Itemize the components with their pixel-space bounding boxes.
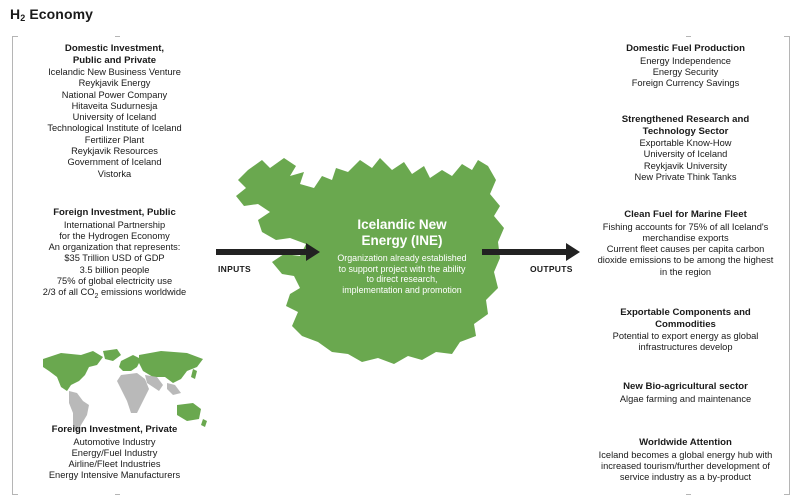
list-item: Reykjavik University (643, 160, 728, 171)
list-item: Foreign Currency Savings (631, 78, 740, 89)
list-item: 75% of global electricity use (56, 275, 173, 286)
list-item: in the region (659, 266, 712, 277)
group-heading: New Bio-agricultural sector (623, 381, 748, 392)
page-title: $H_2$ Economy (10, 6, 94, 23)
list-item: Energy Independence (640, 55, 731, 66)
japan-shape (191, 369, 197, 379)
list-item: Fertilizer Plant (84, 134, 145, 145)
list-item: Fishing accounts for 75% of all Iceland's (602, 221, 769, 232)
list-item: merchandise exports (642, 232, 729, 243)
list-item: Vistorka (97, 168, 132, 179)
list-item: $35 Trillion USD of GDP (64, 253, 165, 264)
outputs-column (582, 37, 790, 494)
list-item: Hitaveita Sudurnesja (71, 100, 158, 111)
domestic-fuel-group (582, 43, 789, 89)
list-item: 2/3 of all $CO_2$ emissions worldwide (42, 287, 187, 301)
europe-shape (119, 355, 141, 371)
group-heading: Worldwide Attention (639, 437, 732, 448)
foreign-public-group (13, 207, 216, 302)
bio-agricultural-group (582, 381, 789, 405)
list-item: Iceland becomes a global energy hub with (598, 449, 773, 460)
list-item: Potential to export energy as global (612, 331, 759, 341)
australia-shape (177, 403, 201, 421)
worldwide-attention-group (582, 437, 789, 483)
group-heading: Foreign Investment, Public (53, 207, 176, 218)
group-heading: Foreign Investment, Private (51, 424, 178, 435)
group-heading: Exportable Components and Commodities (620, 307, 751, 330)
list-item: Algae farming and maintenance (619, 393, 752, 404)
group-heading: Domestic Investment, Public and Private (64, 43, 165, 66)
ine-title-line-1: Icelandic New (357, 217, 447, 232)
ine-title-line-2: Energy (INE) (361, 233, 443, 248)
list-item: Icelandic New Business Venture (48, 67, 181, 77)
list-item: Energy Security (652, 66, 719, 77)
list-item: 3.5 billion people (79, 264, 150, 275)
group-heading: Domestic Fuel Production (626, 43, 745, 54)
list-item: Energy/Fuel Industry (71, 447, 158, 458)
marine-fleet-group (582, 209, 789, 278)
list-item: Reykjavik Energy (78, 78, 151, 89)
inputs-label: INPUTS (218, 264, 251, 274)
list-item: An organization that represents: (48, 242, 181, 253)
list-item: service industry as a by-product (619, 472, 752, 483)
list-item: dioxide emissions to be among the highest (597, 255, 774, 266)
research-technology-group (582, 114, 789, 183)
ine-box (326, 217, 478, 295)
inputs-column (12, 37, 216, 494)
list-item: Automotive Industry (73, 436, 156, 447)
domestic-investment-group (13, 43, 216, 180)
ine-description: Organization already established to support project with the ability to direct research, implementation and promotion (337, 253, 467, 295)
list-item: University of Iceland (643, 149, 728, 160)
north-america-shape (43, 351, 103, 391)
list-item: International Partnership (63, 219, 166, 230)
list-item: for the Hydrogen Economy (59, 230, 170, 241)
list-item: Current fleet causes per capita carbon (606, 244, 765, 255)
list-item: Energy Intensive Manufacturers (48, 470, 181, 481)
list-item: University of Iceland (72, 112, 157, 123)
exportable-components-group (582, 307, 789, 354)
list-item: Exportable Know-How (639, 138, 732, 148)
southeast-asia-shape (167, 383, 181, 395)
list-item: Reykjavik Resources (71, 146, 158, 157)
list-item: Airline/Fleet Industries (68, 459, 161, 470)
greenland-shape (103, 349, 121, 361)
group-heading: Clean Fuel for Marine Fleet (624, 209, 747, 220)
group-heading: Strengthened Research and Technology Sector (621, 114, 750, 137)
list-item: Government of Iceland (67, 157, 162, 168)
foreign-private-group (13, 424, 216, 482)
list-item: National Power Company (61, 89, 168, 100)
list-item: infrastructures develop (638, 342, 733, 353)
list-item: New Private Think Tanks (634, 171, 737, 182)
africa-shape (117, 373, 149, 413)
list-item: Technological Institute of Iceland (47, 123, 182, 134)
list-item: increased tourism/further development of (601, 460, 770, 471)
outputs-label: OUTPUTS (530, 264, 573, 274)
